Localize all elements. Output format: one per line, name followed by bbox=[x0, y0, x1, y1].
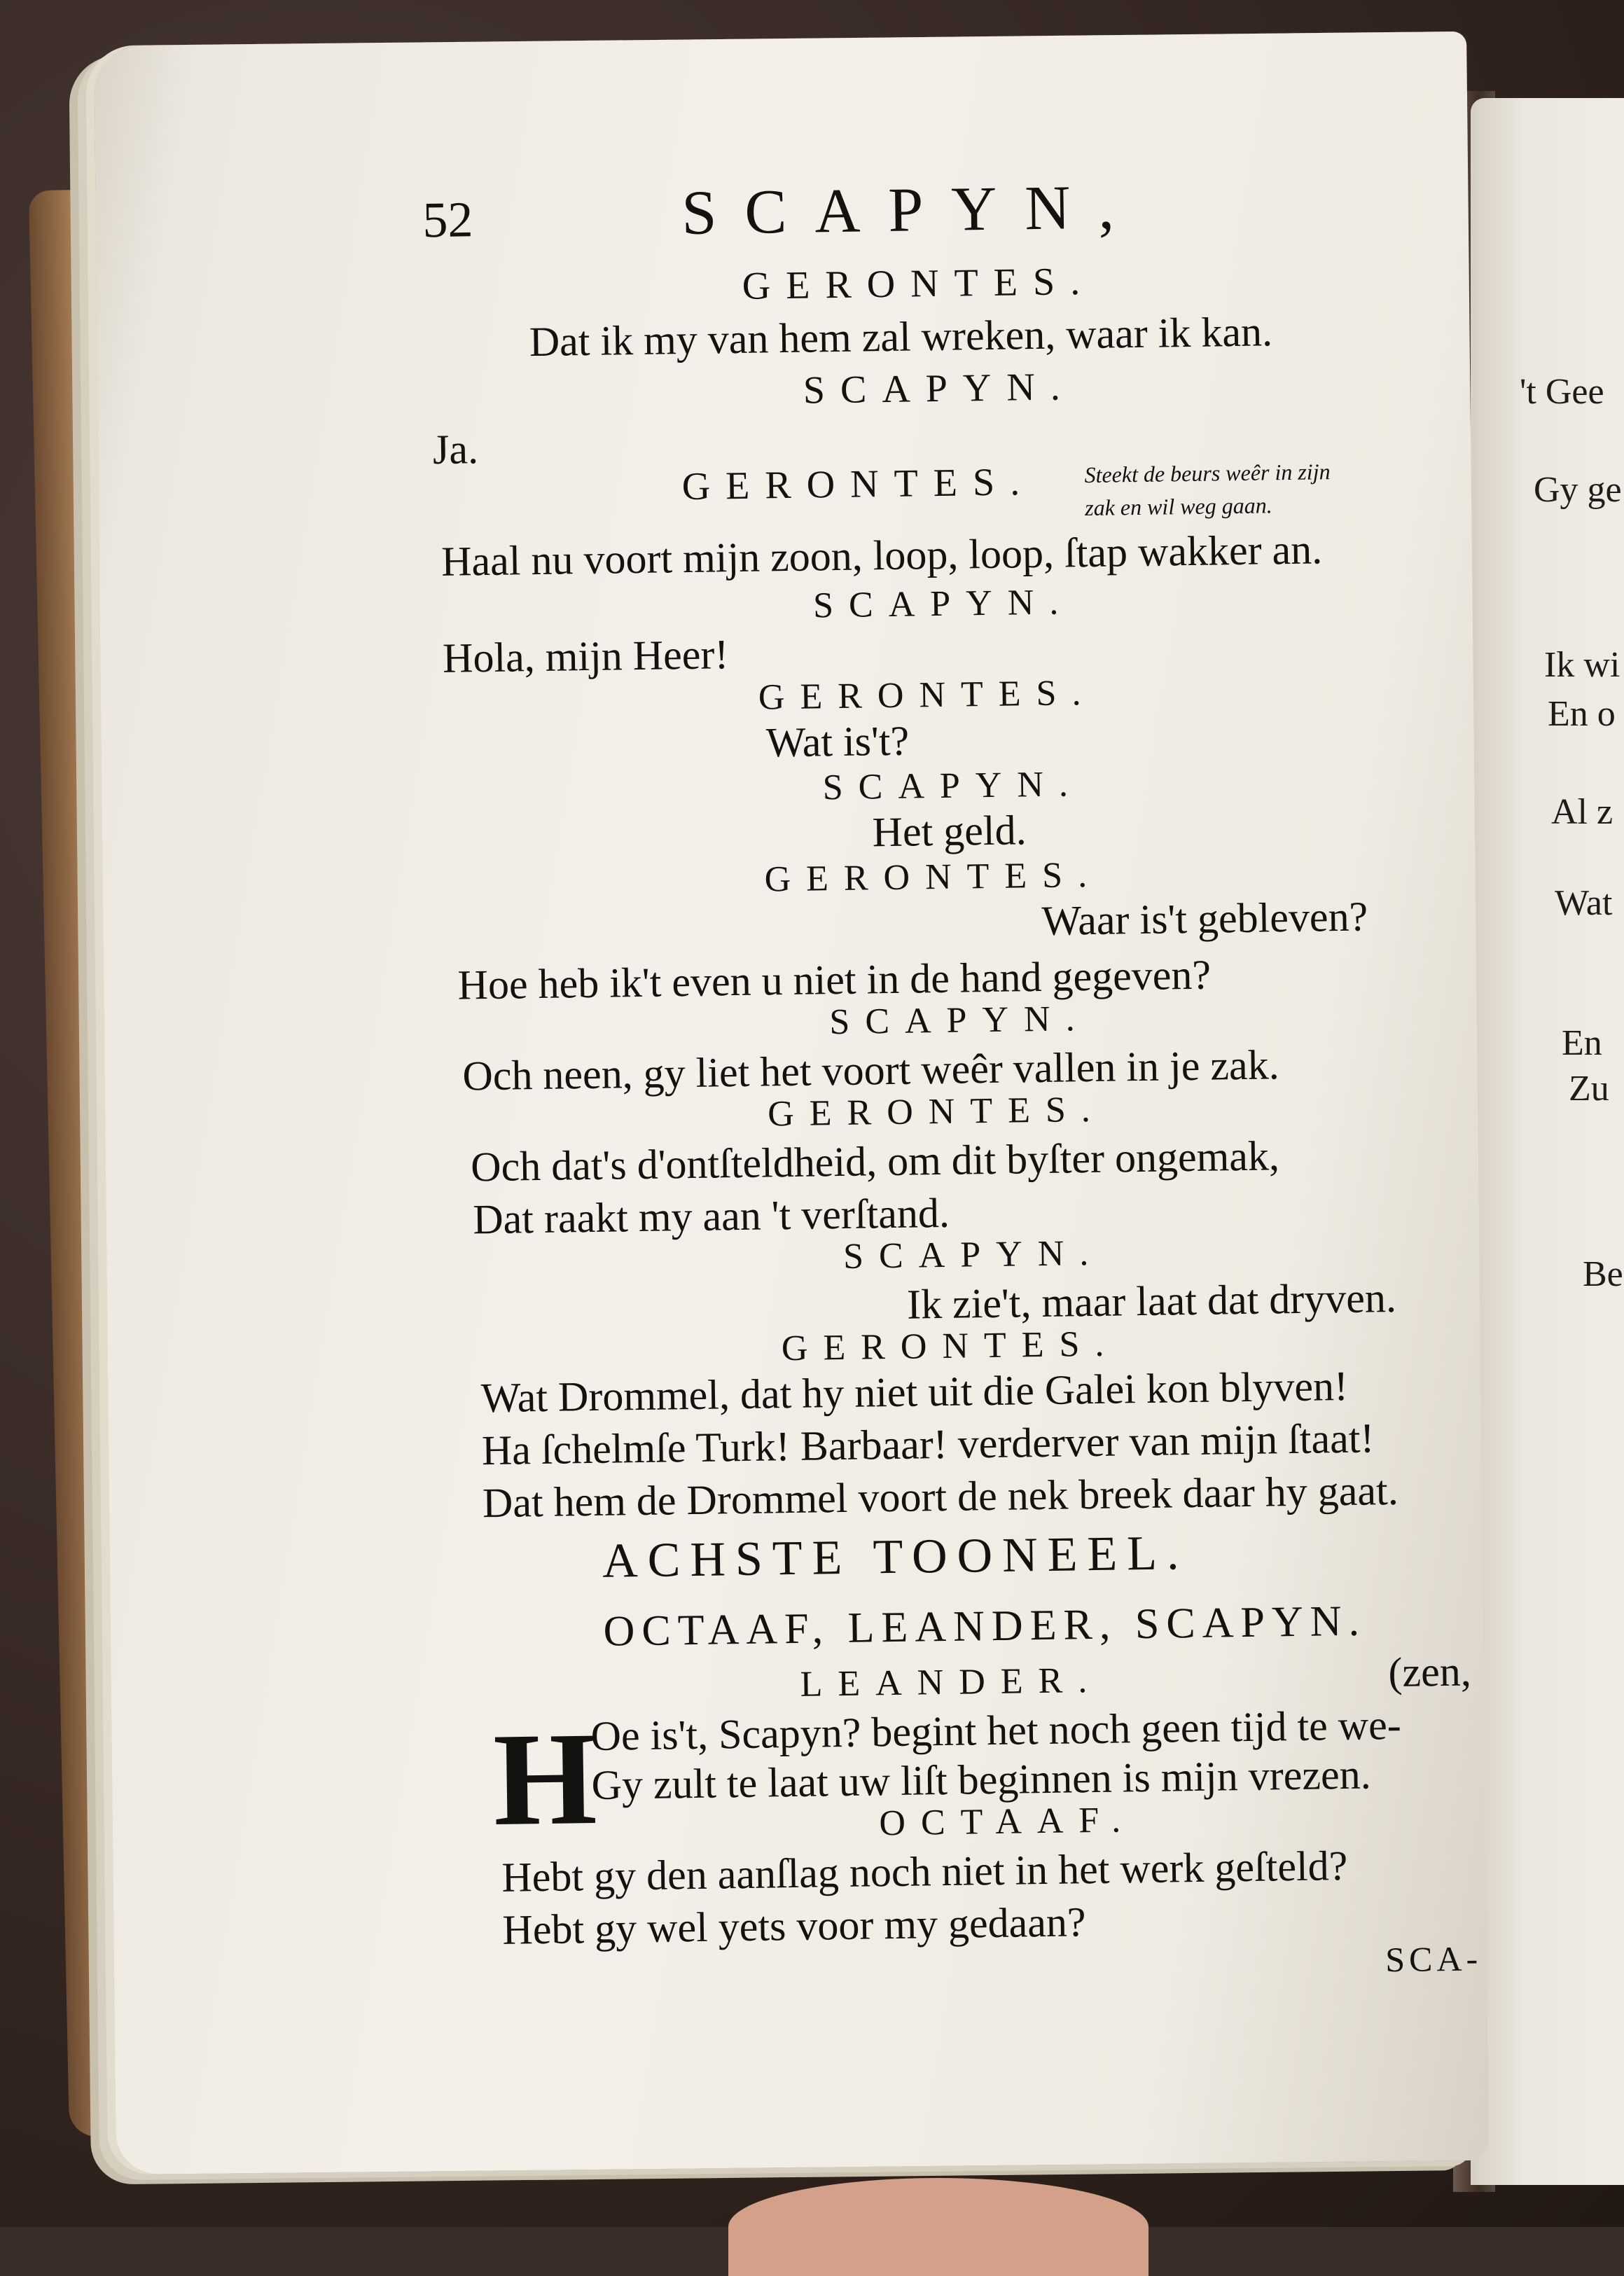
speaker-name: GERONTES. bbox=[764, 854, 1103, 900]
verse-line: Gy zult te laat uw liſt beginnen is mijn vrezen. bbox=[591, 1751, 1372, 1809]
stage-direction: zak en wil weg gaan. bbox=[1084, 492, 1272, 521]
facing-page-fragment: Ik wi bbox=[1544, 645, 1620, 685]
verse-line: Och dat's d'ontſteldheid, om dit byſter ongemak, bbox=[470, 1132, 1280, 1191]
verse-line: Ja. bbox=[432, 426, 479, 473]
speaker-name: SCAPYN. bbox=[803, 365, 1076, 412]
verse-line: Och neen, gy liet het voort weêr vallen in je zak. bbox=[461, 1041, 1280, 1099]
speaker-name: GERONTES. bbox=[781, 1324, 1120, 1369]
verse-line: Hoe heb ik't even u niet in de hand gegeven? bbox=[457, 951, 1212, 1008]
verse-line: Dat hem de Drommel voort de nek breek daar hy gaat. bbox=[482, 1466, 1399, 1527]
speaker-name: SCAPYN. bbox=[842, 1233, 1104, 1277]
facing-page-fragment: Gy ge bbox=[1534, 470, 1622, 510]
facing-page-fragment: En o bbox=[1548, 694, 1616, 734]
speaker-name: SCAPYN. bbox=[822, 764, 1084, 808]
page-number: 52 bbox=[422, 191, 473, 249]
scene-cast: OCTAAF, LEANDER, SCAPYN. bbox=[603, 1597, 1367, 1656]
thumb bbox=[728, 2178, 1148, 2276]
catchword: SCA- bbox=[1384, 1938, 1483, 1980]
drop-capital: H bbox=[492, 1705, 598, 1854]
verse-line: Hola, mijn Heer! bbox=[442, 631, 729, 681]
facing-page-fragment: Zu bbox=[1569, 1069, 1609, 1109]
verse-line: Haal nu voort mijn zoon, loop, loop, ſtap wakker an. bbox=[440, 526, 1323, 585]
verse-line: Wat Drommel, dat hy niet uit die Galei kon blyven! bbox=[480, 1362, 1349, 1422]
runover-text: (zen, bbox=[1388, 1648, 1472, 1696]
facing-page-fragment: Be bbox=[1583, 1254, 1623, 1294]
running-title: SCAPYN, bbox=[681, 172, 1143, 249]
verse-line: Het geld. bbox=[872, 807, 1027, 856]
verse-line: Ha ſchelmſe Turk! Barbaar! verderver van mijn ſtaat! bbox=[481, 1415, 1375, 1474]
speaker-name: GERONTES. bbox=[681, 460, 1036, 509]
verse-line: Ik zie't, maar laat dat dryven. bbox=[906, 1274, 1397, 1328]
verse-line: Dat raakt my aan 't verſtand. bbox=[472, 1189, 950, 1243]
facing-page-fragment: 't Gee bbox=[1520, 372, 1604, 412]
speaker-name: OCTAAF. bbox=[879, 1800, 1137, 1844]
verse-line: Waar is't gebleven? bbox=[1041, 893, 1368, 944]
verse-line: Dat ik my van hem zal wreken, waar ik kan. bbox=[529, 308, 1273, 366]
verse-line: Hebt gy wel yets voor my gedaan? bbox=[502, 1899, 1086, 1953]
verse-line: Wat is't? bbox=[765, 717, 910, 766]
scene-heading: ACHSTE TOONEEL. bbox=[602, 1526, 1190, 1588]
facing-page-fragment: Al z bbox=[1551, 792, 1613, 832]
speaker-name: GERONTES. bbox=[758, 672, 1097, 718]
speaker-name: LEANDER. bbox=[800, 1660, 1103, 1705]
facing-page-fragment: Wat bbox=[1555, 883, 1613, 923]
verse-line: Oe is't, Scapyn? begint het noch geen tijd te we- bbox=[590, 1701, 1402, 1760]
facing-page-fragment: En bbox=[1562, 1023, 1602, 1063]
speaker-name: GERONTES. bbox=[767, 1089, 1106, 1134]
verse-line: Hebt gy den aanſlag noch niet in het werk geſteld? bbox=[501, 1843, 1348, 1901]
stage-direction: Steekt de beurs weêr in zijn bbox=[1084, 459, 1331, 488]
speaker-name: SCAPYN. bbox=[812, 582, 1074, 626]
speaker-name: SCAPYN. bbox=[829, 999, 1090, 1043]
speaker-name: GERONTES. bbox=[742, 259, 1096, 308]
